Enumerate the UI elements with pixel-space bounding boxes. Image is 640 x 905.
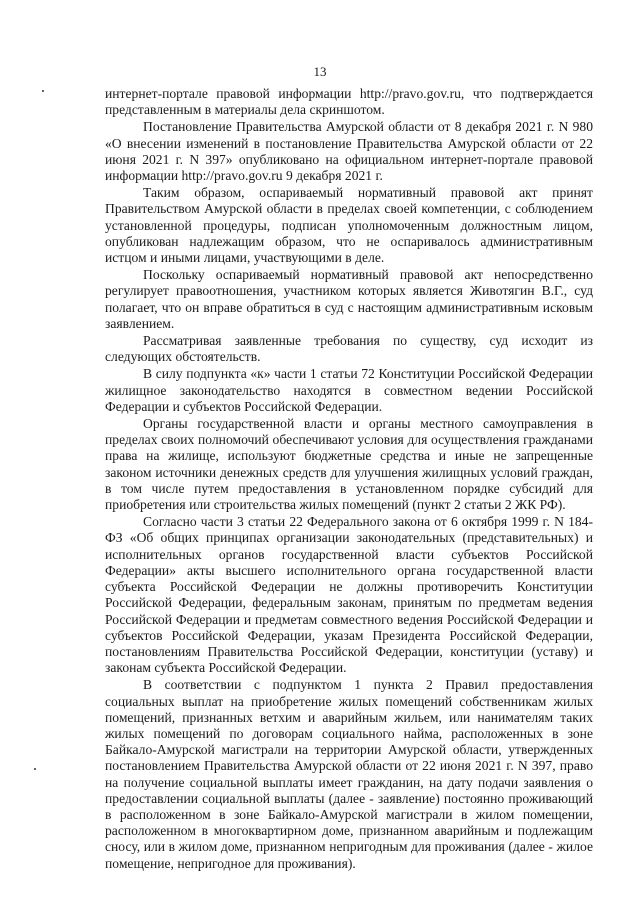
paragraph: Органы государственной власти и органы местного самоуправления в пределах своих полномочий обеспечивают условия для осуществления гражданами права на жилище, используют бюджетные средства и иные не запрещенные законом источники денежных средств для улучшения жилищных условий граждан, в том числе путем предоставления в установленном порядке субсидий для приобретения или строительства жилых помещений (пункт 2 статьи 2 ЖК РФ).: [105, 416, 593, 513]
scan-speck: [42, 90, 44, 92]
paragraph: Таким образом, оспариваемый нормативный правовой акт принят Правительством Амурской области в пределах своей компетенции, с соблюдением установленной процедуры, подписан уполномоченным должностным лицом, опубликован надлежащим образом, что не оспаривалось административным истцом и иными лицами, участвующими в деле.: [105, 185, 593, 266]
paragraph: Рассматривая заявленные требования по существу, суд исходит из следующих обстоятельств.: [105, 333, 593, 365]
paragraph: Согласно части 3 статьи 22 Федерального закона от 6 октября 1999 г. N 184-ФЗ «Об общих принципах организации законодательных (представительных) и исполнительных органов государственной власти субъектов Российской Федерации» акты высшего исполнительного органа государственной власти субъекта Российской Федерации не должны противоречить Конституции Российской Федерации, федеральным законам, принятым по предметам ведения Российской Федерации и предметам совместного ведения Российской Федерации и субъектов Российской Федерации, указам Президента Российской Федерации, постановлениям Правительства Российской Федерации, конституции (уставу) и законам субъекта Российской Федерации.: [105, 514, 593, 676]
page-number: 13: [313, 64, 327, 79]
paragraph: Поскольку оспариваемый нормативный правовой акт непосредственно регулирует правоотношения, участником которых является Животягин В.Г., суд полагает, что он вправе обратиться в суд с настоящим административным исковым заявлением.: [105, 267, 593, 331]
paragraph: интернет-портале правовой информации http://pravo.gov.ru, что подтверждается представленным в материалы дела скриншотом.: [105, 86, 593, 118]
paragraph: В силу подпункта «к» части 1 статьи 72 Конституции Российской Федерации жилищное законодательство находятся в совместном ведении Российской Федерации и субъектов Российской Федерации.: [105, 366, 593, 414]
paragraph: Постановление Правительства Амурской области от 8 декабря 2021 г. N 980 «О внесении изменений в постановление Правительства Амурской области от 22 июня 2021 г. N 397» опубликовано на официальном интернет-портале правовой информации http://pravo.gov.ru 9 декабря 2021 г.: [105, 119, 593, 184]
paragraph: В соответствии с подпунктом 1 пункта 2 Правил предоставления социальных выплат на приобретение жилых помещений собственникам жилых помещений, признанных ветхим и аварийным жильем, или нанимателям таких жилых помещений по договорам социального найма, расположенных в зоне Байкало-Амурской магистрали на территории Амурской области, утвержденных постановлением Правительства Амурской области от 22 июня 2021 г. N 397, право на получение социальной выплаты имеет гражданин, на дату подачи заявления о предоставлении социальной выплаты (далее - заявление) постоянно проживающий в расположенном в зоне Байкало-Амурской магистрали в жилом помещении, расположенном в многоквартирном доме, признанном аварийным и подлежащим сносу, или в жилом доме, признанном непригодным для проживания (далее - жилое помещение, непригодное для проживания).: [105, 677, 593, 871]
scan-speck: [34, 768, 36, 770]
document-body: [105, 86, 593, 873]
